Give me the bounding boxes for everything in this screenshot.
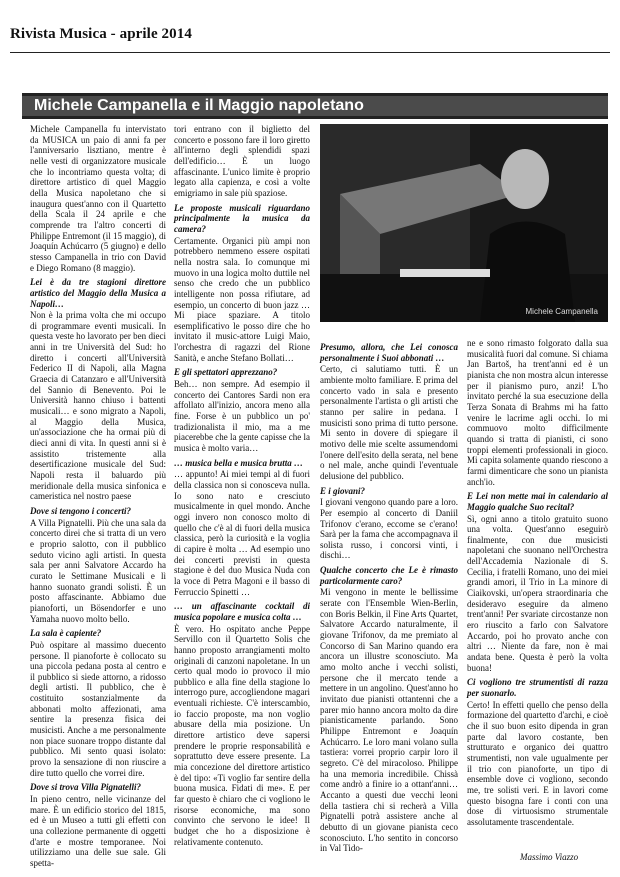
question-heading: Dove si trova Villa Pignatelli? (30, 782, 141, 793)
article-column-3 (320, 338, 458, 854)
paragraph: Beh… non sempre. Ad esempio il concerto dei Cantores Sardi non era affollato all'inizio, ancora meno alla fine. Forse è un pubblico un po' tradizionalista il mio, ma a me piacerebbe che la gente capisse che la musica è molto varia… (174, 379, 310, 454)
publication-header: Rivista Musica - aprile 2014 (10, 26, 192, 42)
article-column-1 (30, 124, 166, 868)
question-heading: Lei è da tre stagioni direttore artistico del Maggio della Musica a Napoli… (30, 277, 166, 309)
paragraph: … appunto! Ai miei tempi al di fuori della classica non si conosceva nulla. Io sono nato e cresciuto musicalmente in quel mondo. Anche oggi invero non conosco molto di quello che c'è al di fuori della musica classica, però la curiosità e la voglia di capire è molta … Ad esempio uno dei concerti previsti in questa stagione è del duo Musica Nuda con la voce di Petra Magoni e il basso di Ferruccio Spinetti … (174, 469, 310, 597)
author-signature: Massimo Viazzo (520, 852, 579, 862)
question-heading: E i giovani? (320, 485, 366, 496)
question-heading: Le proposte musicali riguardano principalmente la musica da camera? (174, 202, 310, 234)
question-heading: … un affascinante cocktail di musica popolare e musica colta … (174, 601, 310, 622)
portrait-photo (320, 124, 608, 322)
article-column-4 (467, 338, 608, 854)
question-heading: Dove si tengono i concerti? (30, 505, 131, 516)
paragraph: I giovani vengono quando pare a loro. Per esempio al concerto di Daniil Trifonov c'erano, eccome se c'erano! Sarà per la fama che accompagnava il solista russo, i concorsi vinti, i dischi… (320, 497, 458, 561)
paragraph: Certamente. Organici più ampi non potrebbero nemmeno essere ospitati nella nostra sala. Io comunque mi muovo in una logica molto duttile nel senso che credo che un pubblico intelligente non possa rifiutare, ad esempio, un concerto di buon jazz … Mi piace spaziare. A titolo esemplificativo le posso dire che ho invitato il music-attore Luigi Maio, l'orchestra di ragazzi del Rione Sanità, e anche Stefano Bollati… (174, 235, 310, 363)
paragraph: In pieno centro, nelle vicinanze del mare. È un edificio storico del 1815, ed è un Museo a tutti gli effetti con una collezione permanente di oggetti d'arte e mostre temporanee. Noi utilizziamo una delle sue sale. Gli spetta- (30, 794, 166, 868)
article-title: Michele Campanella e il Maggio napoletano (34, 97, 364, 114)
photo-caption: Michele Campanella (525, 307, 598, 316)
question-heading: La sala è capiente? (30, 628, 102, 639)
paragraph: Michele Campanella fu intervistato da MUSICA un paio di anni fa per l'anniversario lisztiano, mentre è nelle vesti di organizzatore musicale che lo incontriamo questa volta; di direttore artistico di quel Maggio della Musica napoletano che si inaugura quest'anno con il Quartetto della Scala il 24 aprile e che comprende tra l'altro concerti di Philippe Entremont (il 15 maggio), di Joaquín Achúcarro (5 giugno) e dello stesso Campanella in trio con David e Diego Romano (8 maggio). (30, 124, 166, 273)
article-column-2 (174, 124, 310, 854)
question-heading: E gli spettatori apprezzano? (174, 367, 278, 378)
header-rule (10, 52, 610, 53)
paragraph: Mi vengono in mente le bellissime serate con l'Ensemble Wien-Berlin, con Boris Belkin, il Fine Arts Quartet, Salvatore Accardo naturalmente, il giovane Trifonov, da me premiato al Concorso di San Marino quando era ancora un illustre sconosciuto. Ma amo molto anche i vecchi solisti, persone che il mercato tende a mettere in un angolino. Quest'anno ho invitato due pianisti ottantenni che a parer mio hanno ancora molto da dire pianisticamente parlando. Sono Philippe Entremont e Joaquín Achúcarro. Le loro mani volano sulla tastiera: vorrei proprio carpir loro il segreto. C'è del miracoloso. Philippe ha una memoria incredibile. Chissà come andrò a finire io a ottant'anni… Accanto a questi due vecchi leoni della tastiera chi si recherà a Villa Pignatelli potrà assistere anche al debutto di un giovane pianista ceco sconosciuto. L'ho sentito in concorso in Val Tido- (320, 587, 458, 854)
paragraph: ne e sono rimasto folgorato dalla sua musicalità fuori dal comune. Si chiama Jan Bartoš, ha trent'anni ed è un pianista che non mostra alcun interesse per il pianismo puro, anzi! L'ho invitato perché la sua esecuzione della Terza Sonata di Brahms mi ha fatto venire le lacrime agli occhi. Io mi commuovo molto difficilmente quando si tratta di pianisti, ci sono troppi elementi professionali in gioco. Mi capita solamente quando riescono a farmi dimenticare che sono un pianista anch'io. (467, 338, 608, 487)
question-heading: E Lei non mette mai in calendario al Maggio qualche Suo recital? (467, 491, 608, 512)
question-heading: Ci vogliono tre strumentisti di razza per suonarlo. (467, 677, 608, 698)
paragraph: Non è la prima volta che mi occupo di programmare eventi musicali. In questa veste ho lavorato per ben dieci anni in tre Università del Sud: ho diretto i concerti all'Università Federico II di Napoli, alla Magna Graecia di Catanzaro e all'Università del Sannio di Benevento. Poi le Università hanno chiuso i battenti musicali… e sono migrato a Napoli, al Maggio della Musica, un'associazione che ha ormai più di dieci anni di vita. In questi anni si è assistito tristemente alla desertificazione musicale del Sud: Napoli resta il baluardo più meridionale della musica sinfonica e cameristica nel nostro paese (30, 310, 166, 502)
question-heading: Presumo, allora, che Lei conosca personalmente i Suoi abbonati … (320, 342, 458, 363)
article-title-bar (22, 93, 608, 119)
paragraph: È vero. Ho ospitato anche Peppe Servillo con il Quartetto Solis che hanno proposto arrangiamenti molto originali di canzoni napoletane. In un certo qual modo io provoco il mio pubblico e alla fine della stagione lo interrogo pure, accogliendone magari eventuali richieste. C'è interscambio, io faccio proposte, ma non voglio abusare della mia posizione. Un direttore artistico deve sapersi prendere le proprie responsabilità e soprattutto deve essere presente. La mia concezione del direttore artistico è del tipo: «Ti voglio far sentire della buona musica. Fidati di me». E per far questo è chiaro che ci vogliono le risorse economiche, ma sono convinto che servono le idee! Il budget che ho a disposizione è relativamente contenuto. (174, 623, 310, 847)
paragraph: Certo! In effetti quello che penso della formazione del quartetto d'archi, e cioè che il suo buon esito dipenda in gran parte dal lavoro costante, ben strutturato e organico dei quattro strumentisti, non vale ugualmente per il trio con pianoforte, un tipo di ensemble dove ci vogliono, secondo me, tre solisti veri. E in lavori come questo bisogna fare i conti con una dose di virtuosismo strumentale assolutamente trascendentale. (467, 699, 608, 827)
question-heading: Qualche concerto che Le è rimasto particolarmente caro? (320, 565, 458, 586)
paragraph: tori entrano con il biglietto del concerto e possono fare il loro giretto all'interno degli splendidi spazi dell'edificio… È un luogo affascinante. L'unico limite è proprio legato alla capienza, e così a volte emigriamo in sale più spaziose. (174, 124, 310, 198)
question-heading: … musica bella e musica brutta … (174, 457, 304, 468)
paragraph: Può ospitare al massimo duecento persone. Il pianoforte è collocato su una piccola pedana posta al centro e il pubblico si siede attorno, a ridosso degli artisti. Il pubblico, che è costituito sostanzialmente da abbonati molto affezionati, ama sentire la presenza fisica dei musicisti. Anche a me personalmente non piace suonare troppo distante dal pubblico. Mi sento quasi isolato: provo la sensazione di non riuscire a dire tutto quello che vorrei dire. (30, 639, 166, 778)
paragraph: Certo, ci salutiamo tutti. È un ambiente molto familiare. E prima del concerto vado in sala e presento personalmente l'artista o gli artisti che stanno per salire in pedana. I musicisti sono prima di tutto persone. Mi sento in dovere di spiegare il motivo delle mie scelte assumendomi l'onere dell'esito della serata, nel bene o nel male, anche quindi l'eventuale delusione del pubblico. (320, 364, 458, 481)
paragraph: A Villa Pignatelli. Più che una sala da concerto direi che si tratta di un vero e proprio salotto, con il pubblico seduto vicino agli artisti. In questa sala per anni Salvatore Accardo ha curato le Settimane Musicali e lì hanno suonato grandi solisti. È un posto affascinante. Abbiamo due pianoforti, un Bösendorfer e uno Yamaha nuovo molto bello. (30, 517, 166, 624)
paragraph: Sì, ogni anno a titolo gratuito suono una volta. Quest'anno eseguirò finalmente, con due musicisti napoletani che suonano nell'Orchestra dell'Accademia Nazionale di S. Cecilia, i fratelli Romano, uno dei miei grandi amori, il Trio in La minore di Ciaikovski, un'opera straordinaria che desideravo eseguire da almeno trent'anni! Per svariate circostanze non ero riuscito a farlo con Salvatore Accardo, poi ho provato anche con altri … Niente da fare, non è mai andata bene. Questa è però la volta buona! (467, 513, 608, 673)
